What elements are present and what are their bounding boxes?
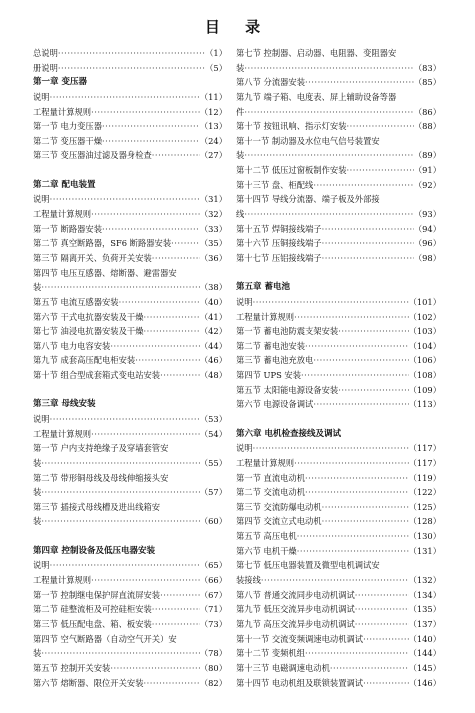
toc-entry-label: 工程量计算规则 [236, 457, 295, 468]
toc-entry[interactable] [33, 676, 227, 691]
toc-entry-page: （134） [408, 589, 441, 600]
toc-entry-label: 说明 [33, 414, 50, 424]
dot-leader [41, 485, 200, 500]
dot-leader [58, 46, 205, 61]
dot-leader [244, 61, 414, 76]
dot-leader [41, 456, 200, 471]
dot-leader [91, 105, 200, 120]
toc-entry-label: 第六节 电源设备调试 [236, 399, 314, 410]
toc-entry[interactable] [33, 339, 227, 354]
dot-leader [294, 456, 408, 471]
toc-entry[interactable] [236, 500, 441, 515]
dot-leader [305, 339, 409, 354]
toc-entry[interactable] [236, 119, 441, 134]
toc-entry-label: 第一节 电力变压器 [33, 121, 103, 132]
toc-entry-page: （78） [199, 648, 227, 659]
toc-entry-label: 说明 [33, 194, 50, 205]
toc-entry-label: 第十四节 电动机组及联锁装置调试 [236, 677, 364, 688]
toc-entry[interactable] [33, 515, 227, 530]
toc-entry-label: 装 [236, 150, 245, 161]
toc-entry-label: 第一节 直流电动机 [236, 472, 306, 483]
toc-entry-label: 第五节 控制开关安装 [33, 662, 111, 673]
toc-entry-page: （132） [408, 575, 441, 586]
toc-entry-page: （94） [413, 223, 441, 234]
toc-entry[interactable] [236, 602, 441, 617]
toc-entry-label: 装 [33, 487, 42, 498]
dot-leader [50, 558, 200, 573]
toc-entry-page: （117） [408, 443, 441, 454]
toc-entry-line: 第二节 带形铜母线及母线伸缩接头安 [33, 472, 169, 483]
toc-entry-label: 工程量计算规则 [33, 106, 92, 117]
toc-entry[interactable] [33, 295, 227, 310]
toc-entry-label: 第十二节 低压过窗板制作安装 [236, 165, 347, 176]
toc-entry[interactable] [33, 324, 227, 339]
toc-entry[interactable] [33, 207, 227, 222]
toc-entry-page: （12） [199, 106, 227, 117]
toc-entry[interactable] [33, 222, 227, 237]
chapter-heading: 第一章 变压器 [33, 77, 87, 88]
toc-entry-label: 第八节 普通交流同步电动机调试 [236, 589, 355, 600]
chapter-heading: 第六章 电机检查接线及调试 [236, 428, 341, 439]
toc-entry-label: 第二节 变压器干燥 [33, 135, 103, 146]
toc-entry-page: （80） [199, 662, 227, 673]
toc-entry[interactable] [33, 105, 227, 120]
toc-entry-page: （93） [413, 209, 441, 220]
toc-entry-page: （108） [408, 370, 441, 381]
toc-entry[interactable] [236, 441, 441, 456]
toc-entry-page: （57） [199, 487, 227, 498]
dot-leader [152, 617, 200, 632]
toc-entry-label: 第三节 交流防爆电动机 [236, 501, 322, 512]
toc-entry-line: 第四节 空气断路器（自动空气开关）安 [33, 633, 177, 644]
toc-entry-page: （113） [408, 399, 441, 410]
toc-entry-page: （92） [413, 179, 441, 190]
toc-entry-label: 第六节 干式电抗器安装及干燥 [33, 311, 144, 322]
toc-entry[interactable] [236, 222, 441, 237]
toc-entry[interactable] [236, 324, 441, 339]
dot-leader [102, 134, 200, 149]
chapter-heading: 第四章 控制设备及低压电器安装 [33, 545, 155, 556]
dot-leader [135, 353, 200, 368]
dot-leader [91, 573, 200, 588]
dot-leader [305, 646, 409, 661]
toc-entry-label: 装 [33, 457, 42, 468]
toc-entry-page: （106） [408, 355, 441, 366]
toc-entry-page: （13） [199, 121, 227, 132]
dot-leader [110, 661, 200, 676]
dot-leader [171, 236, 200, 251]
toc-entry-page: （66） [199, 575, 227, 586]
toc-entry[interactable] [33, 661, 227, 676]
dot-leader [322, 514, 409, 529]
toc-entry-page: （104） [408, 340, 441, 351]
toc-entry[interactable] [236, 295, 441, 310]
toc-entry[interactable] [236, 617, 441, 632]
dot-leader [160, 368, 200, 383]
toc-entry-page: （89） [413, 150, 441, 161]
toc-entry-label: 工程量计算规则 [33, 428, 92, 439]
dot-leader [305, 471, 409, 486]
toc-entry-label: 第四节 交流立式电动机 [236, 516, 322, 527]
dot-leader [338, 383, 408, 398]
toc-entry-page: （135） [408, 604, 441, 615]
toc-entry-page: （41） [199, 311, 227, 322]
dot-leader [152, 148, 200, 163]
toc-entry-label: 第十二节 变频机组 [236, 648, 306, 659]
toc-entry-label: 第五节 电流互感器安装 [33, 296, 119, 307]
toc-entry-page: （85） [413, 77, 441, 88]
toc-entry-page: （1） [205, 47, 227, 58]
toc-entry-page: （128） [408, 516, 441, 527]
toc-entry-page: （48） [199, 370, 227, 381]
toc-entry[interactable] [236, 485, 441, 500]
toc-entry-line: 第七节 控制器、启动器、电阻器、变阻器安 [236, 48, 397, 58]
toc-entry[interactable] [33, 310, 227, 325]
toc-entry[interactable] [33, 646, 227, 661]
toc-entry[interactable] [33, 588, 227, 603]
dot-leader [322, 251, 414, 266]
dot-leader [152, 602, 200, 617]
dot-leader [347, 163, 414, 178]
toc-entry-page: （38） [199, 282, 227, 293]
toc-entry-page: （86） [413, 106, 441, 117]
toc-entry-page: （32） [199, 209, 227, 220]
dot-leader [102, 222, 200, 237]
toc-column-left [33, 46, 227, 690]
dot-leader [244, 148, 414, 163]
toc-entry-label: 工程量计算规则 [33, 575, 92, 586]
toc-entry-page: （117） [408, 457, 441, 468]
dot-leader [41, 514, 200, 529]
toc-entry[interactable] [33, 412, 227, 427]
dot-leader [313, 178, 414, 193]
toc-entry[interactable] [33, 456, 227, 471]
dot-leader [41, 280, 200, 295]
toc-entry[interactable] [236, 588, 441, 603]
toc-entry-page: （60） [199, 516, 227, 527]
toc-entry[interactable] [33, 251, 227, 266]
toc-entry-label: 第一节 蓄电池防震支架安装 [236, 326, 339, 337]
toc-entry[interactable] [236, 676, 441, 691]
toc-entry[interactable] [33, 485, 227, 500]
dot-leader [244, 207, 414, 222]
toc-entry-label: 册说明 [33, 62, 58, 73]
chapter-heading: 第二章 配电装置 [33, 179, 96, 190]
toc-entry[interactable] [33, 148, 227, 163]
toc-entry[interactable] [33, 192, 227, 207]
toc-entry-label: 装接线 [236, 575, 261, 586]
toc-entry-label: 第三节 隔离开关、负荷开关安装 [33, 252, 152, 263]
page-title: 目 录 [204, 18, 271, 36]
toc-entry[interactable] [236, 661, 441, 676]
toc-entry-page: （67） [199, 589, 227, 600]
toc-entry[interactable] [33, 353, 227, 368]
toc-entry[interactable] [236, 632, 441, 647]
toc-entry[interactable] [33, 427, 227, 442]
dot-leader [144, 676, 200, 691]
spacer [236, 412, 441, 427]
toc-entry-label: 第十三节 盘、柜配线 [236, 179, 314, 190]
toc-entry-label: 第一节 断路器安装 [33, 223, 103, 234]
toc-entry-page: （91） [413, 165, 441, 176]
dot-leader [261, 573, 409, 588]
spacer [236, 266, 441, 281]
toc-entry-label: 第十三节 电磁调速电动机 [236, 662, 330, 673]
toc-entry-label: 工程量计算规则 [33, 209, 92, 220]
toc-entry-page: （36） [199, 252, 227, 263]
toc-entry[interactable] [33, 134, 227, 149]
toc-entry-page: （88） [413, 121, 441, 132]
toc-entry[interactable] [236, 310, 441, 325]
toc-entry-line: 第四节 电压互感器、熔断器、避雷器安 [33, 267, 177, 278]
toc-entry-page: （122） [408, 487, 441, 498]
chapter-heading: 第三章 母线安装 [33, 399, 96, 410]
toc-entry-label: 第二节 真空断路器，SF6 断路器安装 [33, 238, 172, 249]
dot-leader [144, 324, 200, 339]
toc-entry-page: （33） [199, 223, 227, 234]
toc-entry-line: 第十一节 制动器及水位电气信号装置安 [236, 135, 380, 146]
toc-entry-page: （96） [413, 238, 441, 249]
toc-entry-label: 第二节 交流电动机 [236, 487, 306, 498]
toc-entry-page: （146） [408, 677, 441, 688]
dot-leader [355, 602, 409, 617]
toc-entry[interactable] [33, 236, 227, 251]
toc-entry-label: 第七节 油浸电抗器安装及干燥 [33, 326, 144, 337]
toc-entry-page: （98） [413, 252, 441, 263]
toc-entry-label: 装 [33, 648, 42, 659]
dot-leader [338, 324, 408, 339]
toc-entry-label: 装 [236, 62, 245, 73]
toc-entry[interactable] [33, 61, 227, 76]
toc-entry-page: （31） [199, 194, 227, 205]
toc-entry-page: （125） [408, 501, 441, 512]
toc-entry-label: 第一节 控制继电保护屏直流屏安装 [33, 589, 161, 600]
toc-entry[interactable] [33, 119, 227, 134]
toc-entry-page: （71） [199, 604, 227, 615]
dot-leader [297, 544, 409, 559]
dot-leader [91, 207, 200, 222]
toc-entry-page: （145） [408, 662, 441, 673]
toc-entry[interactable] [236, 646, 441, 661]
dot-leader [144, 310, 200, 325]
toc-entry-page: （65） [199, 560, 227, 571]
toc-entry-label: 线 [236, 209, 245, 220]
toc-entry[interactable] [236, 515, 441, 530]
dot-leader [294, 310, 408, 325]
toc-entry-page: （11） [199, 91, 227, 102]
toc-entry[interactable] [236, 105, 441, 120]
toc-entry-label: 第八节 分流器安装 [236, 77, 306, 88]
toc-entry[interactable] [236, 207, 441, 222]
toc-entry[interactable] [33, 558, 227, 573]
toc-entry-label: 第十六节 压铜接线端子 [236, 238, 322, 249]
dot-leader [50, 90, 200, 105]
dot-leader [50, 412, 200, 427]
dot-leader [152, 251, 200, 266]
spacer [33, 163, 227, 178]
toc-entry[interactable] [236, 368, 441, 383]
toc-entry-page: （5） [205, 62, 227, 73]
toc-entry-page: （53） [199, 414, 227, 424]
toc-entry-page: （35） [199, 238, 227, 249]
toc-entry-page: （27） [199, 150, 227, 161]
dot-leader [110, 339, 200, 354]
toc-entry[interactable] [236, 471, 441, 486]
toc-entry-page: （40） [199, 296, 227, 307]
toc-entry[interactable] [33, 573, 227, 588]
dot-leader [330, 661, 409, 676]
dot-leader [244, 105, 414, 120]
toc-entry-label: 总说明 [33, 47, 58, 58]
toc-entry-page: （119） [408, 472, 441, 483]
toc-entry-page: （131） [408, 545, 441, 556]
dot-leader [253, 295, 409, 310]
toc-entry-label: 第十五节 焊铜接线端子 [236, 223, 322, 234]
toc-entry-page: （102） [408, 311, 441, 322]
toc-entry-label: 第五节 高压电机 [236, 531, 297, 542]
toc-entry[interactable] [33, 280, 227, 295]
toc-entry[interactable] [236, 397, 441, 412]
chapter-heading: 第五章 蓄电池 [236, 282, 290, 293]
toc-entry-label: 第二节 蓄电池安装 [236, 340, 306, 351]
toc-entry-page: （103） [408, 326, 441, 337]
toc-entry-label: 说明 [236, 296, 253, 307]
toc-entry[interactable] [236, 456, 441, 471]
dot-leader [297, 529, 409, 544]
dot-leader [102, 119, 200, 134]
dot-leader [313, 353, 408, 368]
toc-entry-label: 第十节 按钮讯响、指示灯安装 [236, 121, 347, 132]
toc-entry[interactable] [236, 529, 441, 544]
toc-entry-page: （55） [199, 457, 227, 468]
toc-entry-label: 件 [236, 106, 245, 117]
dot-leader [313, 397, 408, 412]
dot-leader [58, 61, 205, 76]
toc-entry-page: （83） [413, 62, 441, 73]
toc-entry-page: （144） [408, 648, 441, 659]
toc-entry-page: （54） [199, 428, 227, 439]
dot-leader [305, 485, 409, 500]
toc-entry-label: 第八节 电力电容安装 [33, 340, 111, 351]
toc-entry-page: （73） [199, 618, 227, 629]
toc-entry[interactable] [236, 178, 441, 193]
toc-entry-page: （101） [408, 296, 441, 307]
spacer [33, 529, 227, 544]
dot-leader [363, 676, 408, 691]
dot-leader [50, 192, 200, 207]
toc-entry-label: 第六节 熔断器、限位开关安装 [33, 677, 144, 688]
toc-entry[interactable] [236, 573, 441, 588]
toc-entry-page: （109） [408, 384, 441, 395]
toc-entry-label: 说明 [236, 443, 253, 454]
spacer [33, 383, 227, 398]
toc-entry-page: （137） [408, 618, 441, 629]
toc-entry-label: 第九节 成套高压配电柜安装 [33, 355, 136, 366]
toc-entry[interactable] [236, 353, 441, 368]
toc-entry-label: 第二节 硅整流柜及可控硅柜安装 [33, 604, 152, 615]
dot-leader [253, 441, 409, 456]
toc-entry[interactable] [236, 339, 441, 354]
dot-leader [355, 588, 409, 603]
toc-entry-label: 工程量计算规则 [236, 311, 295, 322]
toc-entry-label: 第九节 低压交流异步电动机调试 [236, 604, 355, 615]
toc-entry-page: （140） [408, 633, 441, 644]
toc-entry-page: （44） [199, 340, 227, 351]
toc-entry-label: 第四节 UPS 安装 [236, 370, 302, 381]
dot-leader [160, 588, 200, 603]
dot-leader [363, 632, 408, 647]
toc-entry-page: （46） [199, 355, 227, 366]
toc-entry-label: 第三节 蓄电池充放电 [236, 355, 314, 366]
toc-column-right [236, 46, 441, 690]
toc-entry[interactable] [236, 163, 441, 178]
toc-entry-label: 第五节 太阳能电源设备安装 [236, 384, 339, 395]
toc-entry[interactable] [236, 61, 441, 76]
toc-entry[interactable] [33, 46, 227, 61]
toc-entry-label: 装 [33, 516, 42, 527]
dot-leader [322, 222, 414, 237]
toc-entry[interactable] [236, 251, 441, 266]
toc-entry-label: 第十节 组合型成套箱式变电站安装 [33, 370, 161, 381]
dot-leader [301, 368, 409, 383]
toc-entry-label: 第十七节 压铝接线端子 [236, 252, 322, 263]
toc-entry-label: 第十一节 交流变频调速电动机调试 [236, 633, 364, 644]
toc-entry[interactable] [33, 602, 227, 617]
toc-entry-label: 说明 [33, 91, 50, 102]
toc-entry-line: 第三节 插接式母线槽及进出线箱安 [33, 501, 161, 512]
toc-entry-label: 第三节 低压配电盘、箱、板安装 [33, 618, 152, 629]
toc-entry[interactable] [33, 368, 227, 383]
toc-entry[interactable] [33, 617, 227, 632]
toc-entry[interactable] [33, 90, 227, 105]
toc-entry[interactable] [236, 383, 441, 398]
toc-entry-page: （130） [408, 531, 441, 542]
toc-entry[interactable] [236, 148, 441, 163]
toc-entry[interactable] [236, 544, 441, 559]
toc-entry-label: 第九节 高压交流异步电动机调试 [236, 618, 355, 629]
dot-leader [322, 500, 409, 515]
toc-entry-page: （24） [199, 135, 227, 146]
toc-entry-label: 第三节 变压器油过滤及器身检查 [33, 150, 152, 161]
dot-leader [91, 427, 200, 442]
dot-leader [355, 617, 409, 632]
dot-leader [305, 75, 414, 90]
toc-entry-line: 第九节 端子箱、电度表、屏上辅助设备等器 [236, 91, 397, 102]
dot-leader [41, 646, 200, 661]
dot-leader [119, 295, 200, 310]
toc-entry-line: 第七节 低压电器装置及微型电机调试安 [236, 560, 380, 571]
toc-entry-line: 第十四节 导线分流器、端子板及外部接 [236, 194, 380, 205]
toc-entry[interactable] [236, 75, 441, 90]
toc-entry-page: （82） [199, 677, 227, 688]
dot-leader [347, 119, 414, 134]
toc-entry-label: 第六节 电机干燥 [236, 545, 297, 556]
toc-entry-label: 说明 [33, 560, 50, 571]
toc-entry[interactable] [236, 236, 441, 251]
dot-leader [322, 236, 414, 251]
toc-entry-page: （42） [199, 326, 227, 337]
toc-entry-label: 装 [33, 282, 42, 293]
toc-entry-line: 第一节 户内支持绝缘子及穿墙套管安 [33, 443, 169, 454]
